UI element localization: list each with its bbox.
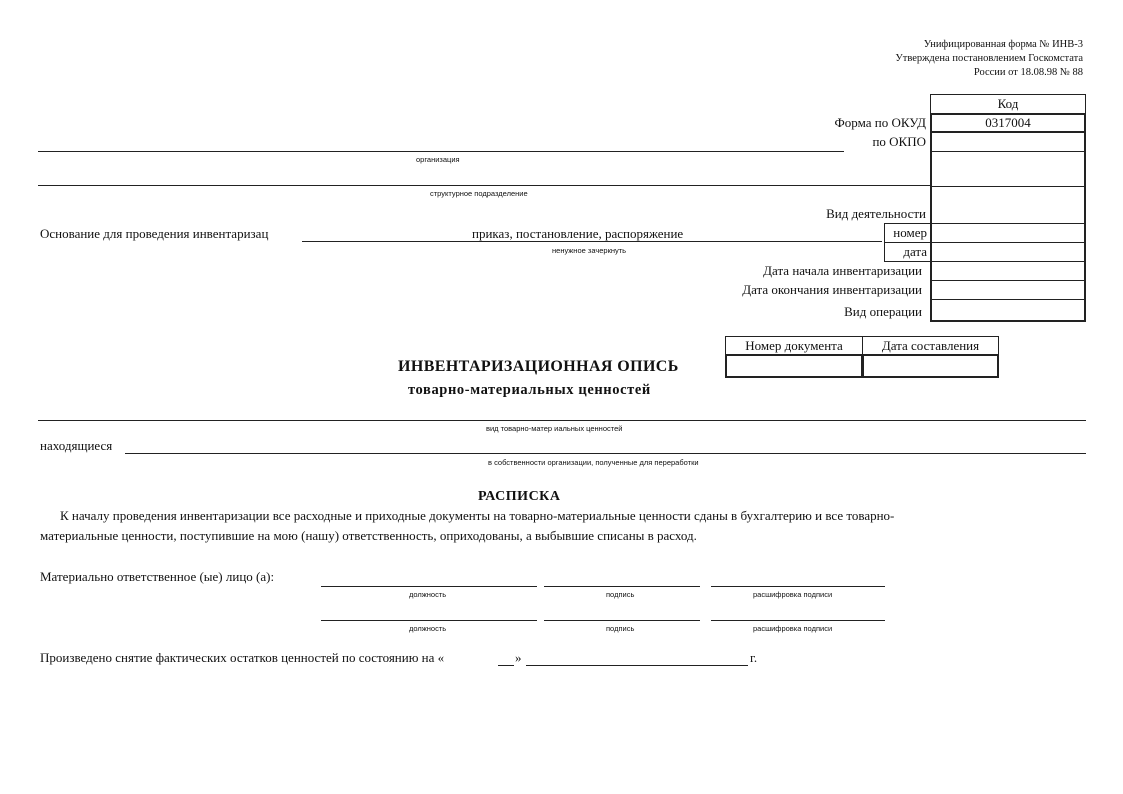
okpo-label: по ОКПО [872, 134, 926, 149]
decoding-caption-1: расшифровка подписи [753, 590, 833, 599]
decoding-line-1[interactable] [711, 586, 885, 587]
position-line-2[interactable] [321, 620, 537, 621]
data-label-cell [884, 242, 931, 262]
document-title: ИНВЕНТАРИЗАЦИОННАЯ ОПИСЬ [398, 358, 679, 375]
location-line[interactable] [125, 453, 1086, 454]
basis-date-cell[interactable] [930, 242, 1086, 262]
kod-label: Код [997, 96, 1019, 111]
nomer-label-cell [884, 223, 931, 243]
location-label: находящиеся [40, 438, 113, 453]
approval-line: Утверждена постановлением Госкомстата [895, 53, 1083, 64]
approval-date: России от 18.08.98 № 88 [973, 67, 1083, 78]
start-date-cell[interactable] [930, 261, 1086, 281]
quote-close: » [515, 650, 522, 665]
position-line-1[interactable] [321, 586, 537, 587]
position-caption-1: должность [409, 590, 447, 599]
data-label: дата [903, 244, 927, 259]
basis-options: приказ, постановление, распоряжение [472, 226, 684, 241]
doc-date-cell[interactable] [862, 354, 999, 378]
okpo-code-cell[interactable] [930, 132, 1086, 152]
subdivision-caption: структурное подразделение [430, 189, 528, 198]
decoding-caption-2: расшифровка подписи [753, 624, 833, 633]
organization-caption: организация [416, 155, 460, 164]
doc-date-header [862, 336, 999, 355]
organization-line[interactable] [38, 151, 844, 152]
operation-type-label: Вид операции [844, 304, 922, 319]
start-date-label: Дата начала инвентаризации [763, 263, 922, 278]
kod-header [930, 94, 1086, 114]
receipt-text-line1: К началу проведения инвентаризации все расходные и приходные документы на товарно-материальные ценности сданы в бухгалтерию и все товарно- [60, 508, 895, 523]
operation-type-cell[interactable] [930, 299, 1086, 322]
decoding-line-2[interactable] [711, 620, 885, 621]
basis-number-cell[interactable] [930, 223, 1086, 243]
position-caption-2: должность [409, 624, 447, 633]
basis-label: Основание для проведения инвентаризац [40, 226, 269, 241]
activity-code-cell[interactable] [930, 186, 1086, 224]
okud-code-cell[interactable] [930, 113, 1086, 133]
inventory-date-label: Произведено снятие фактических остатков ценностей по состоянию на « [40, 650, 445, 665]
signature-caption-1: подпись [606, 590, 635, 599]
year-suffix: г. [750, 650, 758, 665]
basis-caption: ненужное зачеркнуть [552, 246, 627, 255]
goods-type-line[interactable] [38, 420, 1086, 421]
inventory-day-line[interactable] [498, 665, 514, 666]
receipt-heading: РАСПИСКА [478, 489, 561, 504]
end-date-cell[interactable] [930, 280, 1086, 300]
okud-code-value: 0317004 [985, 115, 1031, 130]
doc-number-cell[interactable] [725, 354, 863, 378]
document-subtitle: товарно-материальных ценностей [408, 382, 651, 398]
form-name: Унифицированная форма № ИНВ-3 [923, 39, 1083, 50]
goods-type-caption: вид товарно-матер иальных ценностей [486, 424, 623, 433]
signature-line-1[interactable] [544, 586, 700, 587]
responsible-persons-label: Материально ответственное (ые) лицо (а): [40, 569, 275, 584]
ownership-caption: в собственности организации, полученные для переработки [488, 458, 699, 467]
signature-line-2[interactable] [544, 620, 700, 621]
nomer-label: номер [893, 225, 927, 240]
inventory-month-line[interactable] [526, 665, 748, 666]
receipt-text-line2: материальные ценности, поступившие на мою (нашу) ответственность, оприходованы, а выбывшие списаны в расход. [40, 528, 697, 543]
doc-number-header-label: Номер документа [745, 338, 843, 353]
subdivision-line[interactable] [38, 185, 930, 186]
end-date-label: Дата окончания инвентаризации [742, 282, 922, 297]
doc-number-header [725, 336, 863, 355]
okud-label: Форма по ОКУД [834, 115, 926, 130]
doc-date-header-label: Дата составления [881, 338, 980, 353]
org-code-cell[interactable] [930, 151, 1086, 187]
form-header [895, 38, 1083, 80]
signature-caption-2: подпись [606, 624, 635, 633]
activity-label: Вид деятельности [826, 206, 926, 221]
